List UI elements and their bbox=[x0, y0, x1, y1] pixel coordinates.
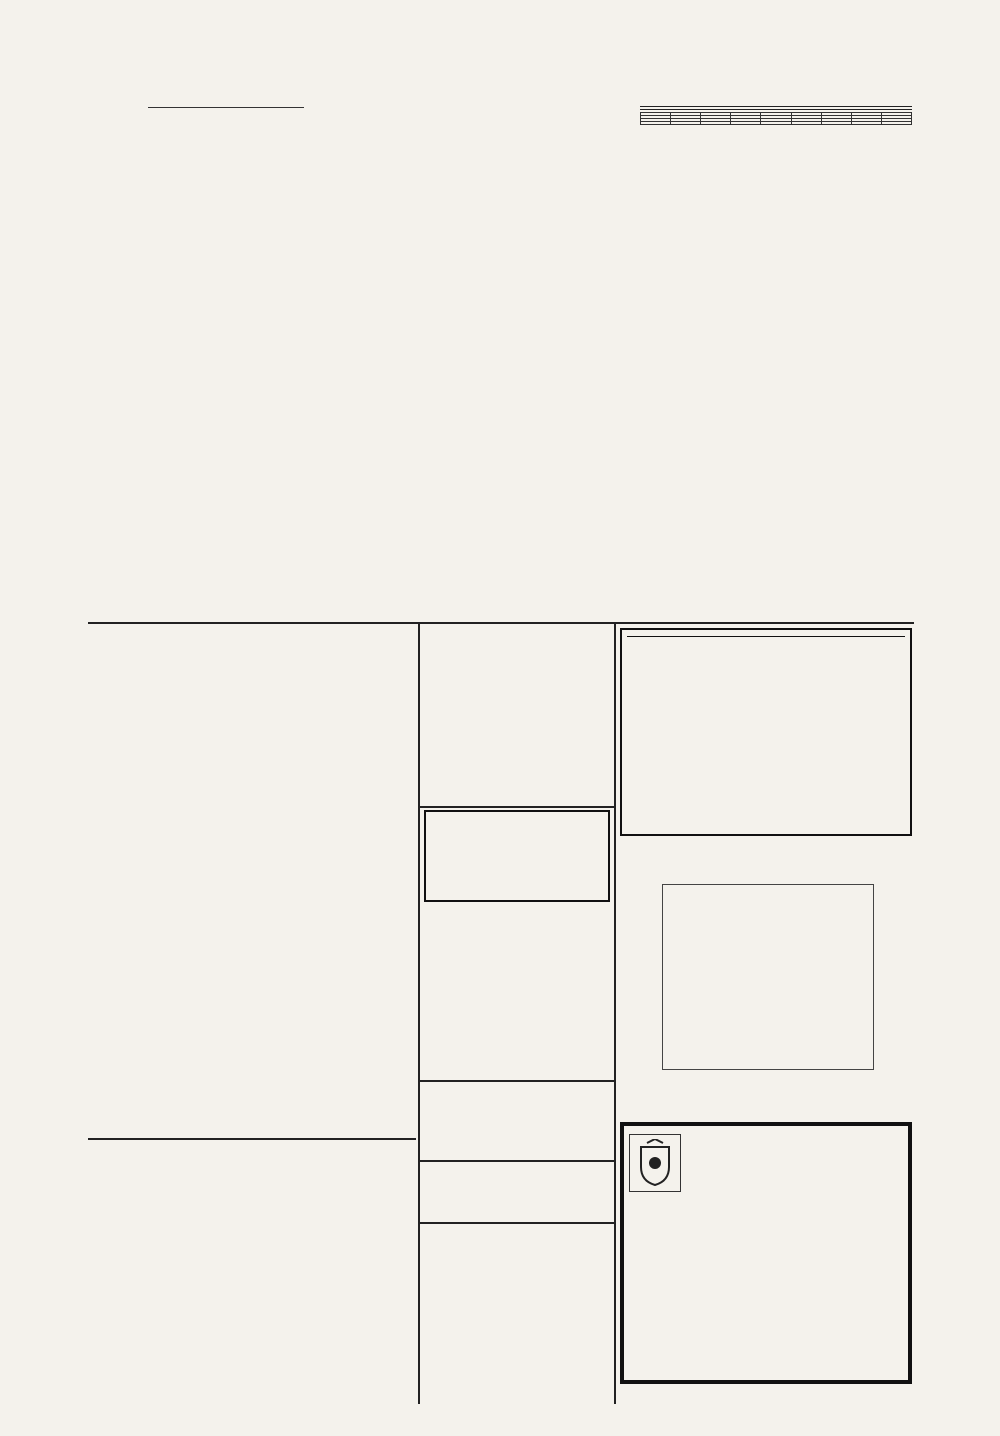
ad-rule bbox=[420, 806, 614, 808]
column-1 bbox=[88, 104, 364, 614]
meteo-cell bbox=[641, 122, 671, 125]
vertical-rule bbox=[418, 624, 420, 1404]
ad-rule bbox=[420, 1160, 614, 1162]
ad-aufgebot bbox=[88, 1142, 412, 1402]
ad-muenchner bbox=[620, 1122, 912, 1384]
kauf-title bbox=[426, 812, 608, 818]
kauf-title-frame bbox=[424, 810, 610, 902]
column-2 bbox=[372, 104, 632, 614]
meteo-cell bbox=[731, 122, 761, 125]
vertical-rule bbox=[614, 624, 616, 1404]
meteo-cell bbox=[671, 122, 701, 125]
meteo-cell bbox=[821, 122, 851, 125]
ad-schoeffenliste bbox=[424, 628, 610, 800]
meteo-cell bbox=[701, 122, 731, 125]
ad-parterre-logis bbox=[424, 1226, 610, 1402]
coat-of-arms-icon bbox=[629, 1134, 681, 1192]
ad-kauf-verkauf bbox=[424, 810, 610, 1072]
gothaer-title bbox=[627, 634, 905, 637]
divider bbox=[640, 106, 912, 107]
ad-kachelofen bbox=[424, 1164, 610, 1220]
meteo-cell bbox=[791, 122, 821, 125]
ad-rule bbox=[88, 1138, 416, 1140]
ad-kochherd bbox=[424, 1084, 610, 1154]
ad-jacob bbox=[620, 842, 912, 1116]
crest-icon bbox=[635, 1139, 675, 1187]
column-3 bbox=[640, 104, 912, 622]
ad-rule bbox=[420, 1222, 614, 1224]
ad-rule bbox=[420, 1080, 614, 1082]
divider bbox=[640, 109, 912, 110]
ad-gothaer bbox=[620, 628, 912, 836]
meteo-row bbox=[641, 122, 912, 125]
meteo-cell bbox=[881, 122, 911, 125]
meteo-cell bbox=[761, 122, 791, 125]
section-rule bbox=[88, 622, 914, 624]
meteo-table bbox=[640, 112, 912, 125]
divider bbox=[148, 107, 304, 108]
meteo-cell bbox=[851, 122, 881, 125]
jacob-frame bbox=[662, 884, 874, 1070]
